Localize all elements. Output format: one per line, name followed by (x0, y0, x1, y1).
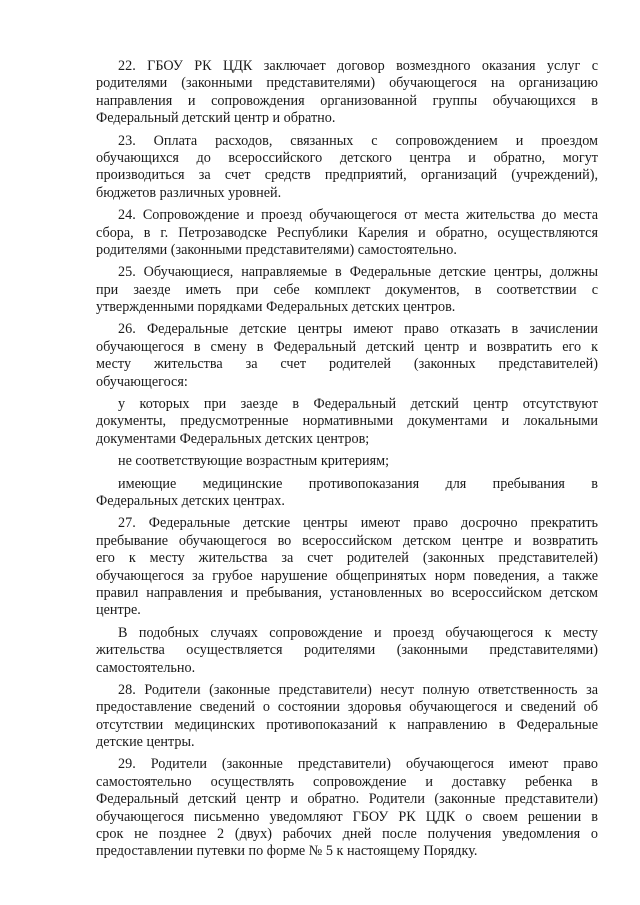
text-line: самостоятельно. (96, 659, 196, 676)
text-line: 29. Родители (законные представители) обучающегося имеют право (118, 756, 598, 773)
text-line: производиться за счет средств предприятий, организаций (учреждений), (96, 167, 598, 184)
text-line: при заезде иметь при себе комплект документов, в соответствии с (96, 281, 598, 298)
text-line: документы, предусмотренные нормативными документами и локальными (96, 413, 598, 430)
text-line: 26. Федеральные детские центры имеют право отказать в зачислении (118, 321, 598, 338)
text-line: самостоятельно осуществлять сопровождение и доставку ребенка в (96, 773, 598, 790)
text-line: Федеральный детский центр и обратно. Родители (законные представители) (96, 791, 598, 808)
text-line: Федеральных детских центрах. (96, 492, 285, 509)
text-line: Федеральный детский центр и обратно. (96, 110, 336, 127)
paragraph-28 (96, 682, 598, 752)
text-line: В подобных случаях сопровождение и проезд обучающегося к месту (118, 624, 598, 641)
text-line: предоставлении путевки по форме № 5 к настоящему Порядку. (96, 843, 478, 860)
paragraph-25 (96, 264, 598, 316)
text-line: детские центры. (96, 734, 195, 751)
paragraph-26 (96, 321, 598, 391)
list-item-contraindications (96, 476, 598, 511)
text-line: предоставление сведений о состоянии здоровья обучающегося и сведений об (96, 699, 598, 716)
text-line: родителями (законными представителями) самостоятельно. (96, 241, 457, 258)
paragraph-24 (96, 207, 598, 259)
text-line: обучающегося за грубое нарушение общепринятых норм поведения, а также (96, 567, 598, 584)
text-line: отсутствии медицинских противопоказаний к направлению в Федеральные (96, 716, 598, 733)
text-line: обучающегося: (96, 373, 188, 390)
text-line: месту жительства за счет родителей (законных представителей) (96, 356, 598, 373)
text-line: его к месту жительства за счет родителей (законных представителей) (96, 550, 598, 567)
text-line: 22. ГБОУ РК ЦДК заключает договор возмездного оказания услуг с (118, 58, 598, 74)
list-item-age-criteria (96, 453, 598, 470)
text-line: у которых при заезде в Федеральный детский центр отсутствуют (118, 396, 598, 413)
text-line: срок не позднее 2 (двух) рабочих дней после получения уведомления о (96, 826, 598, 843)
text-line: бюджетов различных уровней. (96, 184, 282, 201)
text-line: родителями (законными представителями) обучающегося на организацию (96, 75, 598, 92)
text-line: не соответствующие возрастным критериям; (118, 453, 390, 470)
text-line: утвержденными порядками Федеральных детских центров. (96, 299, 456, 316)
text-line: 28. Родители (законные представители) несут полную ответственность за (118, 681, 598, 698)
text-line: обучающегося в смену в Федеральный детский центр и возвратить его к (96, 338, 598, 355)
paragraph-22 (96, 58, 598, 128)
text-line: 27. Федеральные детские центры имеют право досрочно прекратить (118, 515, 598, 532)
text-line: жительства осуществляется родителями (законными представителями) (96, 642, 598, 659)
text-line: направления и сопровождения организованной группы обучающихся в (96, 92, 598, 109)
paragraph-23 (96, 133, 598, 203)
text-line: имеющие медицинские противопоказания для пребывания в (118, 475, 598, 492)
text-line: 25. Обучающиеся, направляемые в Федеральные детские центры, должны (118, 264, 598, 281)
text-line: сбора, в г. Петрозаводске Республики Карелия и обратно, осуществляются (96, 224, 598, 241)
text-line: обучающихся до всероссийского детского центра и обратно, могут (96, 149, 598, 166)
paragraph-27-note (96, 625, 598, 677)
paragraph-29 (96, 756, 598, 860)
document-body (96, 58, 598, 866)
text-line: 23. Оплата расходов, связанных с сопровождением и проездом (118, 132, 598, 149)
text-line: документами Федеральных детских центров; (96, 430, 370, 447)
text-line: 24. Сопровождение и проезд обучающегося от места жительства до места (118, 207, 598, 224)
paragraph-27 (96, 515, 598, 619)
text-line: центре. (96, 602, 141, 619)
list-item-documents (96, 396, 598, 448)
text-line: обучающегося письменно уведомляют ГБОУ РК ЦДК о своем решении в (96, 808, 598, 825)
text-line: правил направления и пребывания, установленных во всероссийском детском (96, 584, 598, 601)
text-line: пребывание обучающегося во всероссийском детском центре и возвратить (96, 532, 598, 549)
